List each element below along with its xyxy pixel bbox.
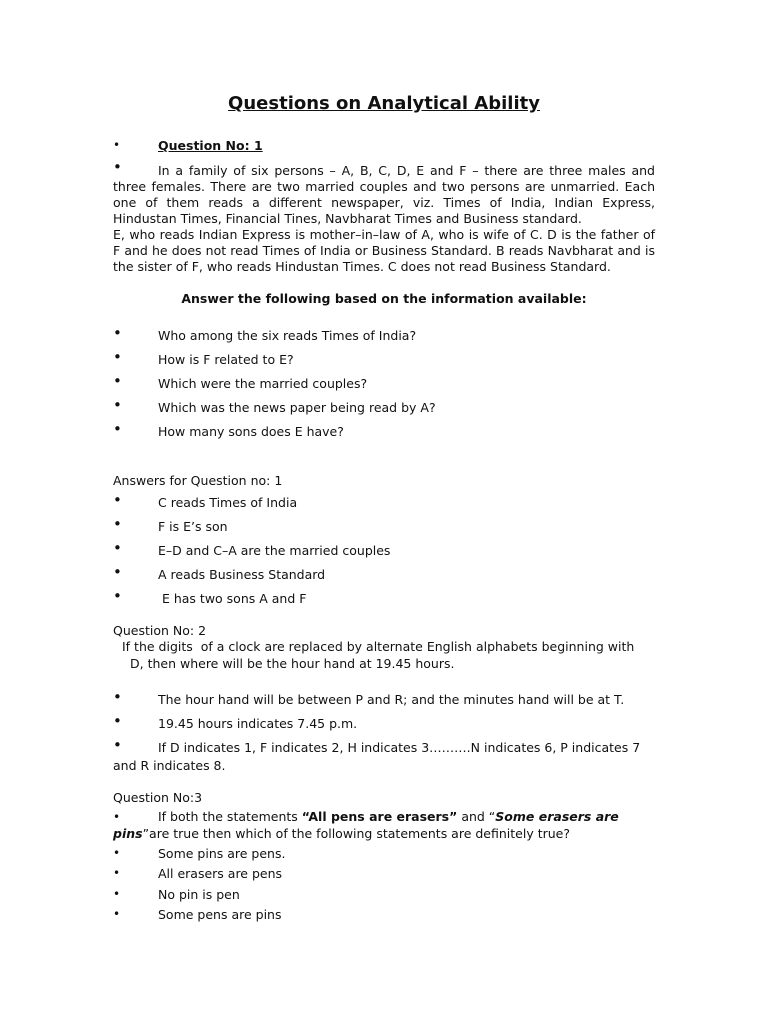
bullet: • — [113, 372, 122, 390]
q1-question: How many sons does E have? — [158, 424, 344, 439]
bullet: • — [113, 539, 122, 557]
bullet: • — [113, 563, 122, 581]
q3-option: Some pins are pens. — [158, 846, 286, 861]
q2-answer: If D indicates 1, F indicates 2, H indicates 3……….N indicates 6, P indicates 7 — [158, 740, 641, 755]
a1-heading: Answers for Question no: 1 — [113, 473, 283, 488]
bullet: • — [113, 138, 121, 152]
bullet: • — [113, 736, 122, 754]
bullet: • — [113, 491, 122, 509]
a1-answer: F is E’s son — [158, 519, 228, 534]
bullet: • — [113, 887, 121, 901]
q3-statement-1: “All pens are erasers” — [301, 809, 458, 824]
q2-answer: 19.45 hours indicates 7.45 p.m. — [158, 716, 358, 731]
q2-answer: The hour hand will be between P and R; and the minutes hand will be at T. — [158, 692, 625, 707]
a1-answer: E has two sons A and F — [158, 591, 307, 606]
q3-intro-text: ”are true then which of the following statements are definitely true? — [142, 826, 570, 841]
a1-answer: A reads Business Standard — [158, 567, 326, 582]
q1-heading: Question No: 1 — [158, 138, 263, 153]
q2-answer-continued: and R indicates 8. — [113, 758, 226, 773]
q1-question: How is F related to E? — [158, 352, 294, 367]
q1-instruction: Answer the following based on the information available: — [181, 291, 587, 306]
q3-intro-line1 — [158, 808, 619, 826]
q2-heading: Question No: 2 — [113, 623, 207, 638]
q1-paragraph — [113, 163, 655, 275]
q1-para1: In a family of six persons – A, B, C, D, E and F – there are three males and three females. There are two married couples and two persons are unmarried. Each one of them reads a different newspaper, viz. Times of India, Indian Express, Hindustan Times, Financial Tines, Navbharat Times and Business standard. — [113, 163, 655, 226]
q3-option: All erasers are pens — [158, 866, 283, 881]
page-title: Questions on Analytical Ability — [228, 93, 540, 114]
q1-para2: E, who reads Indian Express is mother–in–law of A, who is wife of C. D is the father of F and he does not read Times of India or Business Standard. B reads Navbharat and is the sister of F, who reads Hindustan Times. C does not read Business Standard. — [113, 227, 655, 274]
bullet: • — [113, 324, 122, 342]
q3-statement-2-end: pins — [113, 826, 143, 841]
q1-question: Who among the six reads Times of India? — [158, 328, 417, 343]
bullet: • — [113, 688, 122, 706]
bullet: • — [113, 907, 121, 921]
bullet: • — [113, 810, 121, 824]
q3-intro-text: and “ — [457, 809, 496, 824]
bullet: • — [113, 866, 121, 880]
bullet: • — [113, 158, 122, 176]
bullet: • — [113, 712, 122, 730]
q3-intro-text: If both the statements — [158, 809, 302, 824]
q3-heading: Question No:3 — [113, 790, 203, 805]
bullet: • — [113, 420, 122, 438]
a1-answer: E–D and C–A are the married couples — [158, 543, 391, 558]
bullet: • — [113, 348, 122, 366]
a1-answer: C reads Times of India — [158, 495, 298, 510]
q2-text-line2: D, then where will be the hour hand at 19.45 hours. — [130, 656, 455, 671]
q3-statement-2: Some erasers are — [495, 809, 619, 824]
bullet: • — [113, 396, 122, 414]
q1-question: Which were the married couples? — [158, 376, 368, 391]
bullet: • — [113, 515, 122, 533]
q3-option: Some pens are pins — [158, 907, 282, 922]
q3-option: No pin is pen — [158, 887, 240, 902]
bullet: • — [113, 846, 121, 860]
q1-question: Which was the news paper being read by A? — [158, 400, 436, 415]
q2-text-line1: If the digits of a clock are replaced by alternate English alphabets beginning with — [122, 639, 635, 654]
bullet: • — [113, 587, 122, 605]
q3-intro-line2 — [113, 825, 570, 843]
